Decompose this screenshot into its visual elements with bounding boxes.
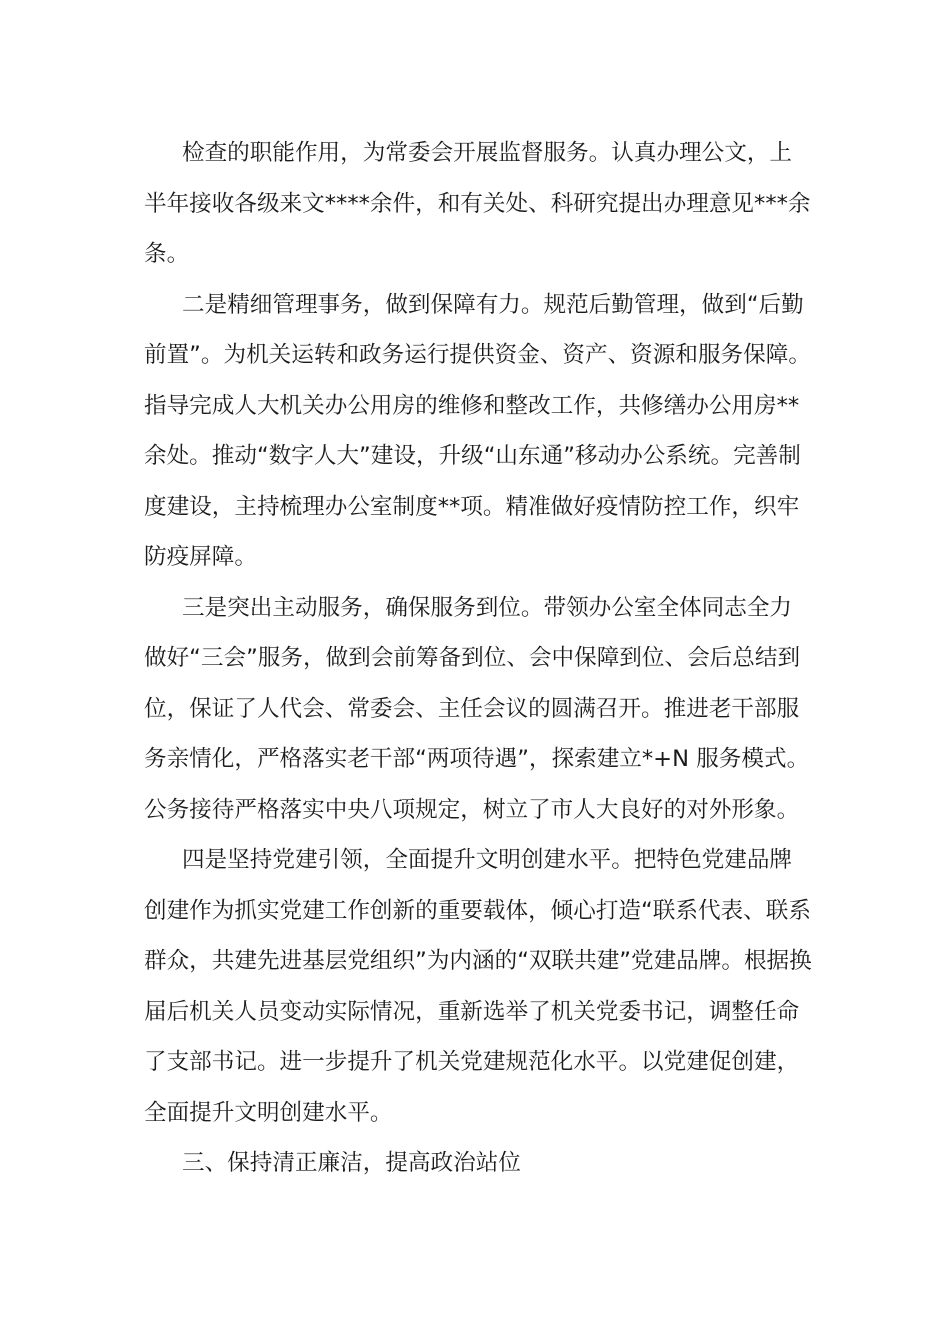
text-line: 创建作为抓实党建工作创新的重要载体，倾心打造“联系代表、联系 [144,897,811,924]
section-heading [144,1138,806,1189]
text-line: 检查的职能作用，为常委会开展监督服务。认真办理公文，上 [182,140,793,166]
text-line: 三是突出主动服务，确保服务到位。带领办公室全体同志全力 [182,594,793,621]
text-line: 指导完成人大机关办公用房的维修和整改工作，共修缮办公用房** [144,392,800,419]
text-line: 防疫屏障。 [144,544,257,570]
text-line: 前置”。为机关运转和政务运行提供资金、资产、资源和服务保障。 [144,342,811,368]
text-line: 全面提升文明创建水平。 [144,1099,393,1126]
text-line: 公务接待严格落实中央八项规定，树立了市人大良好的对外形象。 [144,796,800,823]
paragraph-4 [144,835,812,1138]
text-line: 余处。推动“数字人大”建设，升级“山东通”移动办公系统。完善制 [144,443,801,469]
text-line: 半年接收各级来文****余件，和有关处、科研究提出办理意见***余 [144,190,811,217]
text-line: 二是精细管理事务，做到保障有力。规范后勤管理，做到“后勤 [182,291,804,318]
paragraph-1 [144,128,811,280]
heading-line: 三、保持清正廉洁，提高政治站位 [182,1150,521,1176]
text-line: 届后机关人员变动实际情况，重新选举了机关党委书记，调整任命 [144,998,800,1025]
document-body [144,128,812,1189]
text-line: 四是坚持党建引领，全面提升文明创建水平。把特色党建品牌 [182,847,793,873]
text-line: 务亲情化，严格落实老干部“两项待遇”，探索建立*+N 服务模式。 [144,746,810,772]
paragraph-2 [144,280,811,583]
paragraph-3 [144,583,810,836]
text-line: 位，保证了人代会、常委会、主任会议的圆满召开。推进老干部服 [144,695,800,722]
text-line: 了支部书记。进一步提升了机关党建规范化水平。以党建促创建， [144,1049,800,1075]
text-line: 做好“三会”服务，做到会前筹备到位、会中保障到位、会后总结到 [144,645,801,671]
text-line: 度建设，主持梳理办公室制度**项。精准做好疫情防控工作，织牢 [144,493,800,520]
text-line: 群众，共建先进基层党组织”为内涵的“双联共建”党建品牌。根据换 [144,948,812,974]
text-line: 条。 [144,241,190,267]
